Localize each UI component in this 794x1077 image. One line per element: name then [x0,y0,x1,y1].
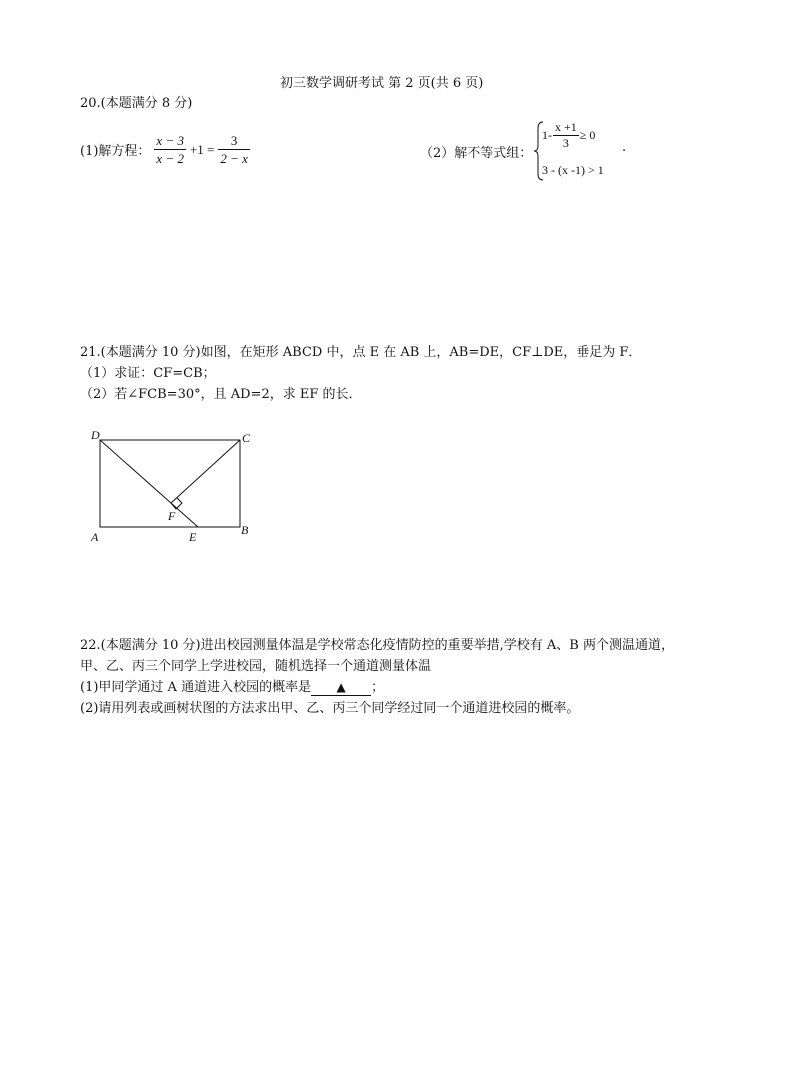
inequality-1-prefix: 1- [542,128,552,142]
fraction-right-numerator: 3 [218,132,250,150]
label-e: E [189,530,197,544]
inequality-1-suffix: ≥ 0 [579,128,596,142]
label-c: C [242,431,251,445]
fraction-left-numerator: x − 3 [156,133,184,148]
label-a: A [91,530,99,544]
inequality-line-1 [542,120,595,151]
q21-part1: （1）求证：CF=CB； [80,366,216,381]
q20-heading: 20.(本题满分 8 分) [80,96,193,111]
q22-part2: (2)请用列表或画树状图的方法求出甲、乙、丙三个同学经过同一个通道进校园的概率。 [80,701,580,716]
q20-part1-label: (1)解方程： [80,144,151,159]
segment-cf [171,440,240,503]
inequality-system [534,120,634,182]
triangle-icon: ▲ [336,680,346,694]
inequality-line-2: 3 - (x -1) > 1 [542,163,604,177]
label-f: F [168,509,176,523]
rectangle-figure [85,425,265,555]
answer-blank[interactable] [311,680,371,696]
q22-part1-prefix: (1)甲同学通过 A 通道进入校园的概率是 [80,680,312,695]
inequality-1-fraction [553,120,579,151]
segment-de [100,440,198,527]
q22-part1 [80,676,384,696]
label-b: B [241,523,249,537]
plus-one: +1 = [189,141,215,157]
q22-heading: 22.(本题满分 10 分)进出校园测量体温是学校常态化疫情防控的重要举措,学校有 A、B 两个测温通道， [80,638,674,653]
fraction-right [218,132,250,167]
fraction-left-denominator: x − 2 [156,151,184,166]
inequality-1-numerator: x +1 [555,120,577,134]
fraction-left [154,132,186,167]
inequality-1-denominator: 3 [562,136,569,150]
q20-part2-label: （2）解不等式组： [420,146,533,161]
q21-part2: （2）若∠FCB=30°，且 AD=2，求 EF 的长． [80,387,362,402]
label-d: D [91,428,100,442]
fraction-right-denominator: 2 − x [220,151,248,166]
q20-part1-equation [80,132,250,167]
inequality-end-period: . [622,140,627,155]
q22-part1-suffix: ； [371,680,385,695]
page-title: 初三数学调研考试 第 2 页(共 6 页) [280,76,484,91]
q21-heading: 21.(本题满分 10 分)如图，在矩形 ABCD 中，点 E 在 AB 上，AB=DE，CF⊥DE，垂足为 F． [80,345,642,360]
q22-line2: 甲、乙、丙三个同学上学进校园，随机选择一个通道测量体温 [80,659,432,674]
